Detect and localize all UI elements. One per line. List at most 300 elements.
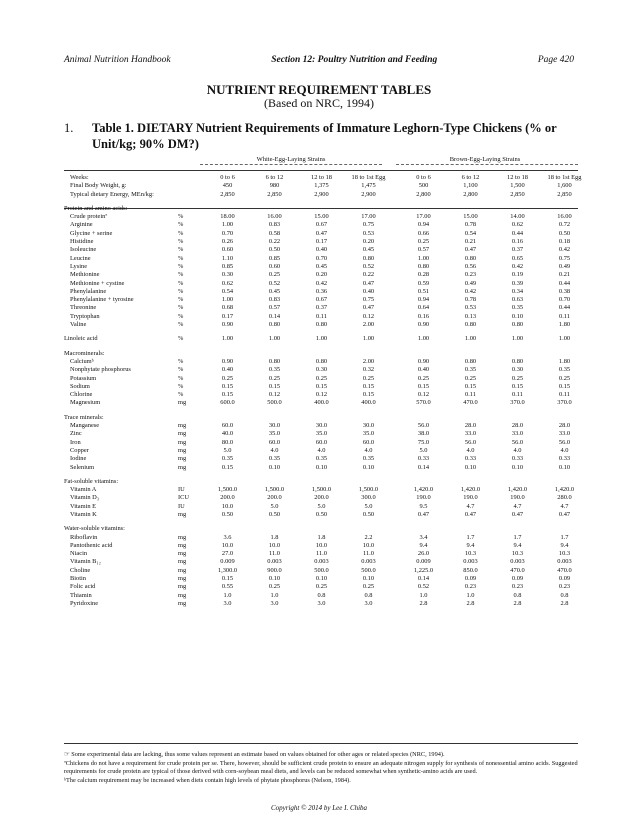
brown-strain-value: 26.0: [417, 550, 430, 558]
column-gap: [392, 439, 400, 447]
table-row: [64, 271, 588, 279]
white-strain-value: 17.00: [361, 213, 376, 221]
white-strain-value: 0.67: [315, 296, 328, 304]
table-row: [64, 542, 588, 550]
brown-strain-value: 0 to 6: [416, 174, 431, 181]
brown-strain-value: 0.54: [464, 229, 477, 237]
white-strain-value: 0.25: [362, 374, 375, 382]
row-label: Sodium: [70, 382, 90, 390]
column-gap: [392, 503, 400, 511]
brown-strain-value: 0.57: [417, 246, 430, 254]
brown-strain-value: 4.0: [560, 446, 569, 454]
brown-strain-value: 0.33: [558, 455, 571, 463]
table-row: [64, 174, 588, 182]
white-strain-value: 2,900: [314, 190, 329, 198]
white-strain-value: 4.0: [364, 446, 373, 454]
column-gap: [392, 288, 400, 296]
column-gap: [392, 422, 400, 430]
white-strain-value: 1.00: [221, 335, 234, 343]
white-strain-value: 0.57: [268, 304, 281, 312]
white-strain-value: 0.50: [362, 510, 375, 518]
white-strain-value: 35.0: [268, 430, 281, 438]
brown-strain-value: 0.47: [417, 510, 430, 518]
white-strain-value: 2,900: [361, 190, 376, 198]
white-strain-value: 6 to 12: [265, 174, 284, 181]
brown-strain-value: 1,420.0: [554, 486, 575, 494]
white-strain-value: 0.50: [315, 510, 328, 518]
footnotes: [64, 751, 578, 786]
table-row: [64, 592, 588, 600]
brown-strain-value: 9.4: [560, 541, 569, 549]
white-strain-value: 0.53: [362, 229, 375, 237]
row-label: Phenylalanine: [70, 287, 107, 295]
brown-strain-value: 1.00: [417, 254, 430, 262]
white-strain-value: 30.0: [362, 422, 375, 430]
table-row: [64, 255, 588, 263]
brown-strain-value: 0.75: [558, 254, 571, 262]
brown-strain-value: 0.42: [558, 246, 571, 254]
column-gap: [392, 230, 400, 238]
white-strain-value: 1.00: [362, 335, 375, 343]
brown-strain-value: 0.21: [558, 271, 571, 279]
table-row: [64, 280, 588, 288]
brown-strain-value: 1,100: [463, 182, 478, 190]
column-gap: [392, 313, 400, 321]
brown-strain-value: 0.10: [558, 463, 571, 471]
section-title: Fat-soluble vitamins:: [64, 477, 119, 485]
table-row: [64, 335, 588, 343]
white-strain-value: 0.90: [221, 357, 234, 365]
brown-strain-value: 0.003: [463, 558, 478, 566]
table-row: [64, 288, 588, 296]
brown-group-rule: [396, 164, 578, 165]
white-strain-value: 0.36: [315, 287, 328, 295]
brown-strain-value: 1.7: [560, 533, 569, 541]
brown-strain-value: 0.64: [417, 304, 430, 312]
white-strain-value: 2.00: [362, 357, 375, 365]
white-strain-value: 0.12: [315, 391, 328, 399]
brown-strain-value: 0.40: [417, 366, 430, 374]
white-strain-value: 4.0: [317, 446, 326, 454]
brown-strain-value: 0.14: [417, 575, 430, 583]
white-strain-value: 0.15: [315, 382, 328, 390]
brown-strain-value: 56.0: [417, 422, 430, 430]
brown-strain-value: 0.11: [559, 312, 570, 320]
white-strain-value: 27.0: [221, 550, 234, 558]
table-row: [64, 511, 588, 519]
white-strain-value: 0.37: [315, 304, 328, 312]
brown-strain-value: 56.0: [464, 438, 477, 446]
brown-strain-value: 0.11: [559, 391, 570, 399]
row-unit: mg: [178, 591, 187, 599]
white-strain-value: 500.0: [361, 566, 376, 574]
row-label: Vitamin K: [70, 510, 97, 518]
brown-strain-value: 0.44: [558, 304, 571, 312]
row-label: Glycine + serine: [70, 229, 113, 237]
column-gap: [392, 366, 400, 374]
white-strain-value: 0.25: [221, 374, 234, 382]
brown-strain-value: 0.56: [464, 262, 477, 270]
row-unit: %: [178, 312, 184, 320]
white-strain-value: 1.00: [268, 335, 281, 343]
white-strain-value: 200.0: [220, 494, 235, 502]
brown-strain-value: 0.8: [513, 591, 522, 599]
brown-strain-value: 0.25: [417, 374, 430, 382]
column-gap: [392, 391, 400, 399]
brown-strain-value: 5.0: [419, 446, 428, 454]
column-gap: [392, 464, 400, 472]
brown-strain-value: 2.8: [419, 599, 428, 607]
white-strain-value: 200.0: [267, 494, 282, 502]
row-label: Iron: [70, 438, 81, 446]
brown-strain-value: 1.0: [466, 591, 475, 599]
white-strain-value: 0.85: [268, 254, 281, 262]
column-gap: [392, 592, 400, 600]
table-row: [64, 304, 588, 312]
table-row: [64, 600, 588, 608]
white-strain-value: 60.0: [268, 438, 281, 446]
row-label: Phenylalanine + tyrosine: [70, 296, 134, 304]
white-strain-value: 18 to 1st Egg: [351, 174, 386, 181]
brown-strain-value: 570.0: [416, 399, 431, 407]
white-strain-value: 3.0: [364, 599, 373, 607]
white-strain-value: 2,850: [267, 190, 282, 198]
brown-strain-value: 4.0: [466, 446, 475, 454]
brown-strain-value: 0.59: [417, 279, 430, 287]
brown-strain-value: 17.00: [416, 213, 431, 221]
column-gap: [392, 271, 400, 279]
brown-strain-value: 0.003: [510, 558, 525, 566]
white-strain-value: 5.0: [223, 446, 232, 454]
brown-strain-value: 9.5: [419, 502, 428, 510]
brown-strain-value: 0.72: [558, 221, 571, 229]
brown-strain-value: 1.00: [511, 335, 524, 343]
section-header-row: [64, 205, 588, 213]
white-strain-value: 0 to 6: [220, 174, 235, 181]
white-strain-value: 3.0: [223, 599, 232, 607]
table-row: [64, 191, 588, 199]
column-gap: [392, 213, 400, 221]
white-strain-value: 10.0: [221, 541, 234, 549]
brown-strain-value: 2.8: [560, 599, 569, 607]
page-footer: Copyright © 2014 by Lee I. Chiba: [270, 804, 368, 812]
row-label: Pantothenic acid: [70, 541, 113, 549]
section-title: Protein and amino acids:: [64, 204, 128, 212]
row-label: Potassium: [70, 374, 97, 382]
brown-strain-value: 1.7: [466, 533, 475, 541]
brown-strain-value: 1,500: [510, 182, 525, 190]
brown-strain-value: 0.80: [511, 321, 524, 329]
brown-strain-value: 1.7: [513, 533, 522, 541]
row-label: Magnesium: [70, 399, 101, 407]
brown-strain-value: 370.0: [557, 399, 572, 407]
table-row: [64, 447, 588, 455]
white-strain-value: 0.15: [221, 391, 234, 399]
row-unit: %: [178, 335, 184, 343]
column-gap: [392, 263, 400, 271]
white-strain-value: 0.009: [220, 558, 235, 566]
white-strain-value: 0.68: [221, 304, 234, 312]
brown-strain-value: 14.00: [510, 213, 525, 221]
white-strain-value: 0.10: [315, 575, 328, 583]
white-strain-value: 0.40: [221, 366, 234, 374]
white-strain-value: 1.10: [221, 254, 234, 262]
white-strain-value: 0.52: [268, 279, 281, 287]
brown-strain-value: 0.34: [511, 287, 524, 295]
brown-strain-value: 0.49: [558, 262, 571, 270]
table-row: [64, 464, 588, 472]
table-row: [64, 439, 588, 447]
brown-strain-value: 1.0: [419, 591, 428, 599]
white-strain-value: 1.0: [270, 591, 279, 599]
row-unit: mg: [178, 583, 187, 591]
white-strain-value: 980: [269, 182, 280, 190]
white-strain-value: 0.20: [315, 271, 328, 279]
brown-strain-value: 0.25: [417, 238, 430, 246]
row-unit: %: [178, 382, 184, 390]
white-strain-value: 0.50: [268, 510, 281, 518]
table-heading: [64, 120, 574, 152]
brown-strain-value: 3.4: [419, 533, 428, 541]
white-strain-value: 0.55: [221, 583, 234, 591]
white-strain-value: 60.0: [315, 438, 328, 446]
row-label: Methionine: [70, 271, 100, 279]
section-header-row: [64, 350, 588, 358]
brown-strain-value: 2,800: [463, 190, 478, 198]
white-strain-value: 35.0: [362, 430, 375, 438]
brown-strain-value: 6 to 12: [461, 174, 480, 181]
column-gap: [392, 375, 400, 383]
table-row: [64, 230, 588, 238]
table-row: [64, 391, 588, 399]
brown-strain-value: 12 to 18: [507, 174, 528, 181]
section-header-row: [64, 478, 588, 486]
brown-strain-value: 0.90: [417, 357, 430, 365]
brown-strain-value: 4.7: [560, 502, 569, 510]
white-strain-value: 80.0: [221, 438, 234, 446]
white-strain-value: 0.42: [315, 279, 328, 287]
brown-strain-value: 1.80: [558, 357, 571, 365]
brown-strain-value: 0.23: [464, 583, 477, 591]
white-strain-value: 400.0: [314, 399, 329, 407]
brown-strain-value: 0.23: [511, 583, 524, 591]
brown-strain-value: 2.8: [466, 599, 475, 607]
column-gap: [392, 455, 400, 463]
white-strain-value: 0.003: [267, 558, 282, 566]
brown-strain-value: 0.09: [464, 575, 477, 583]
table-row: [64, 296, 588, 304]
brown-strain-value: 56.0: [511, 438, 524, 446]
row-label: Weeks:: [70, 174, 89, 181]
table-row: [64, 238, 588, 246]
column-gap: [392, 304, 400, 312]
brown-strain-value: 0.16: [417, 312, 430, 320]
table-row: [64, 182, 588, 190]
white-strain-value: 0.10: [362, 575, 375, 583]
table-row: [64, 575, 588, 583]
white-strain-value: 1,500.0: [217, 486, 238, 494]
brown-strain-value: 0.80: [417, 262, 430, 270]
white-strain-value: 0.60: [221, 246, 234, 254]
row-label: Niacin: [70, 550, 88, 558]
brown-strain-value: 9.4: [419, 541, 428, 549]
table-row: [64, 383, 588, 391]
table-row: [64, 503, 588, 511]
row-label: Pyridoxine: [70, 599, 99, 607]
brown-strain-value: 0.25: [511, 374, 524, 382]
brown-strain-value: 0.18: [558, 238, 571, 246]
white-strain-value: 0.35: [268, 455, 281, 463]
white-strain-value: 0.20: [362, 238, 375, 246]
row-unit: mg: [178, 566, 187, 574]
brown-strain-value: 0.35: [464, 366, 477, 374]
brown-strain-value: 0.44: [511, 229, 524, 237]
brown-strain-value: 33.0: [464, 430, 477, 438]
brown-strain-value: 0.63: [511, 296, 524, 304]
row-label: Typical dietary Energy, MEn/kg:: [70, 190, 154, 198]
white-strain-value: 0.50: [268, 246, 281, 254]
brown-strain-value: 4.7: [466, 502, 475, 510]
row-unit: mg: [178, 533, 187, 541]
row-unit: %: [178, 287, 184, 295]
white-strain-value: 18.00: [220, 213, 235, 221]
header-section-title: Section 12: Poultry Nutrition and Feeding: [271, 55, 438, 65]
row-unit: %: [178, 213, 184, 221]
white-strain-value: 900.0: [267, 566, 282, 574]
row-label: Choline: [70, 566, 91, 574]
white-strain-value: 300.0: [361, 494, 376, 502]
white-strain-value: 0.25: [362, 583, 375, 591]
brown-strain-value: 56.0: [558, 438, 571, 446]
brown-strain-value: 0.94: [417, 296, 430, 304]
requirements-table-body: [64, 174, 588, 608]
row-unit: [178, 174, 204, 182]
row-label: Riboflavin: [70, 533, 98, 541]
row-label: Copper: [70, 446, 89, 454]
brown-strain-value: 0.33: [464, 455, 477, 463]
brown-strain-value: 2,800: [416, 190, 431, 198]
row-unit: mg: [178, 463, 187, 471]
white-strain-value: 11.0: [269, 550, 280, 558]
white-strain-value: 1,500.0: [311, 486, 332, 494]
white-strain-value: 0.15: [221, 382, 234, 390]
brown-strain-value: 2,850: [557, 190, 572, 198]
white-strain-value: 0.35: [268, 366, 281, 374]
brown-strain-value: 0.13: [464, 312, 477, 320]
white-strain-value: 0.15: [362, 391, 375, 399]
white-strain-value: 0.12: [362, 312, 375, 320]
white-strain-value: 16.00: [267, 213, 282, 221]
white-strain-value: 500.0: [314, 566, 329, 574]
white-strain-value: 0.83: [268, 221, 281, 229]
brown-strain-value: 0.70: [558, 296, 571, 304]
white-strain-value: 0.25: [315, 374, 328, 382]
brown-strain-value: 0.15: [417, 382, 430, 390]
column-gap: [392, 238, 400, 246]
column-gap: [392, 321, 400, 329]
brown-strain-value: 0.23: [464, 271, 477, 279]
white-strain-value: 35.0: [315, 430, 328, 438]
white-strain-value: 0.80: [362, 254, 375, 262]
brown-strain-value: 0.80: [464, 254, 477, 262]
row-unit: %: [178, 221, 184, 229]
header-page-number: Page 420: [537, 55, 574, 65]
column-gap: [392, 174, 400, 182]
brown-strain-value: 470.0: [510, 566, 525, 574]
row-unit: %: [178, 366, 184, 374]
row-label: Leucine: [70, 254, 91, 262]
white-strain-value: 1.00: [315, 335, 328, 343]
white-strain-value: 1.8: [270, 533, 279, 541]
white-strain-value: 0.22: [268, 238, 281, 246]
white-strain-value: 60.0: [362, 438, 375, 446]
brown-strain-value: 2.8: [513, 599, 522, 607]
row-label: Chlorine: [70, 391, 93, 399]
brown-strain-value: 850.0: [463, 566, 478, 574]
row-unit: %: [178, 321, 184, 329]
white-strain-value: 2.2: [364, 533, 373, 541]
white-strain-value: 0.003: [314, 558, 329, 566]
white-strain-value: 2.00: [362, 321, 375, 329]
brown-strain-value: 0.47: [464, 246, 477, 254]
column-gap: [392, 399, 400, 407]
brown-strain-value: 0.14: [417, 463, 430, 471]
white-strain-value: 0.8: [317, 591, 326, 599]
brown-strain-value: 15.00: [463, 213, 478, 221]
row-unit: %: [178, 246, 184, 254]
column-gap: [392, 335, 400, 343]
white-strain-value: 5.0: [364, 502, 373, 510]
row-unit: %: [178, 279, 184, 287]
row-label: Lysine: [70, 262, 88, 270]
white-strain-value: 0.80: [268, 321, 281, 329]
row-label: Threonine: [70, 304, 97, 312]
white-strain-value: 3.6: [223, 533, 232, 541]
footnote: ªChickens do not have a requirement for crude protein per se. There, however, should be sufficient crude protein to ensure an adequate nitrogen supply for synthesis of nonessential amino acids. Suggested requirements for crude protein are typical of those derived with corn-soybean meal diets, and levels can be reduced somewhat when synthetic-amino acids are used.: [64, 760, 578, 775]
row-unit: mg: [178, 430, 187, 438]
white-strain-value: 1,500.0: [264, 486, 285, 494]
white-strain-value: 0.17: [221, 312, 234, 320]
white-strain-value: 200.0: [314, 494, 329, 502]
section-title: Trace minerals:: [64, 413, 104, 421]
brown-strains-header: Brown-Egg-Laying Strains: [449, 156, 521, 163]
white-strain-value: 0.62: [221, 279, 234, 287]
column-gap: [392, 494, 400, 502]
brown-strain-value: 0.35: [558, 366, 571, 374]
table-row: [64, 399, 588, 407]
row-label: Tryptophan: [70, 312, 100, 320]
brown-strain-value: 9.4: [513, 541, 522, 549]
page-subtitle: (Based on NRC, 1994): [264, 96, 374, 110]
white-strain-value: 0.003: [361, 558, 376, 566]
row-label: Valine: [70, 321, 87, 329]
white-strain-value: 1,475: [361, 182, 376, 190]
brown-strain-value: 190.0: [510, 494, 525, 502]
brown-strain-value: 0.52: [417, 583, 430, 591]
table-top-rule: [64, 170, 578, 171]
brown-strain-value: 1,420.0: [413, 486, 434, 494]
brown-strain-value: 10.3: [511, 550, 524, 558]
white-strain-value: 0.26: [221, 238, 234, 246]
section-header-row: [64, 525, 588, 533]
brown-strain-value: 0.19: [511, 271, 524, 279]
white-strain-value: 0.52: [362, 262, 375, 270]
brown-strain-value: 4.0: [513, 446, 522, 454]
white-strain-value: 0.17: [315, 238, 328, 246]
white-strain-value: 0.25: [268, 271, 281, 279]
white-strain-value: 1.8: [317, 533, 326, 541]
row-label: Linoleic acid: [64, 335, 98, 343]
